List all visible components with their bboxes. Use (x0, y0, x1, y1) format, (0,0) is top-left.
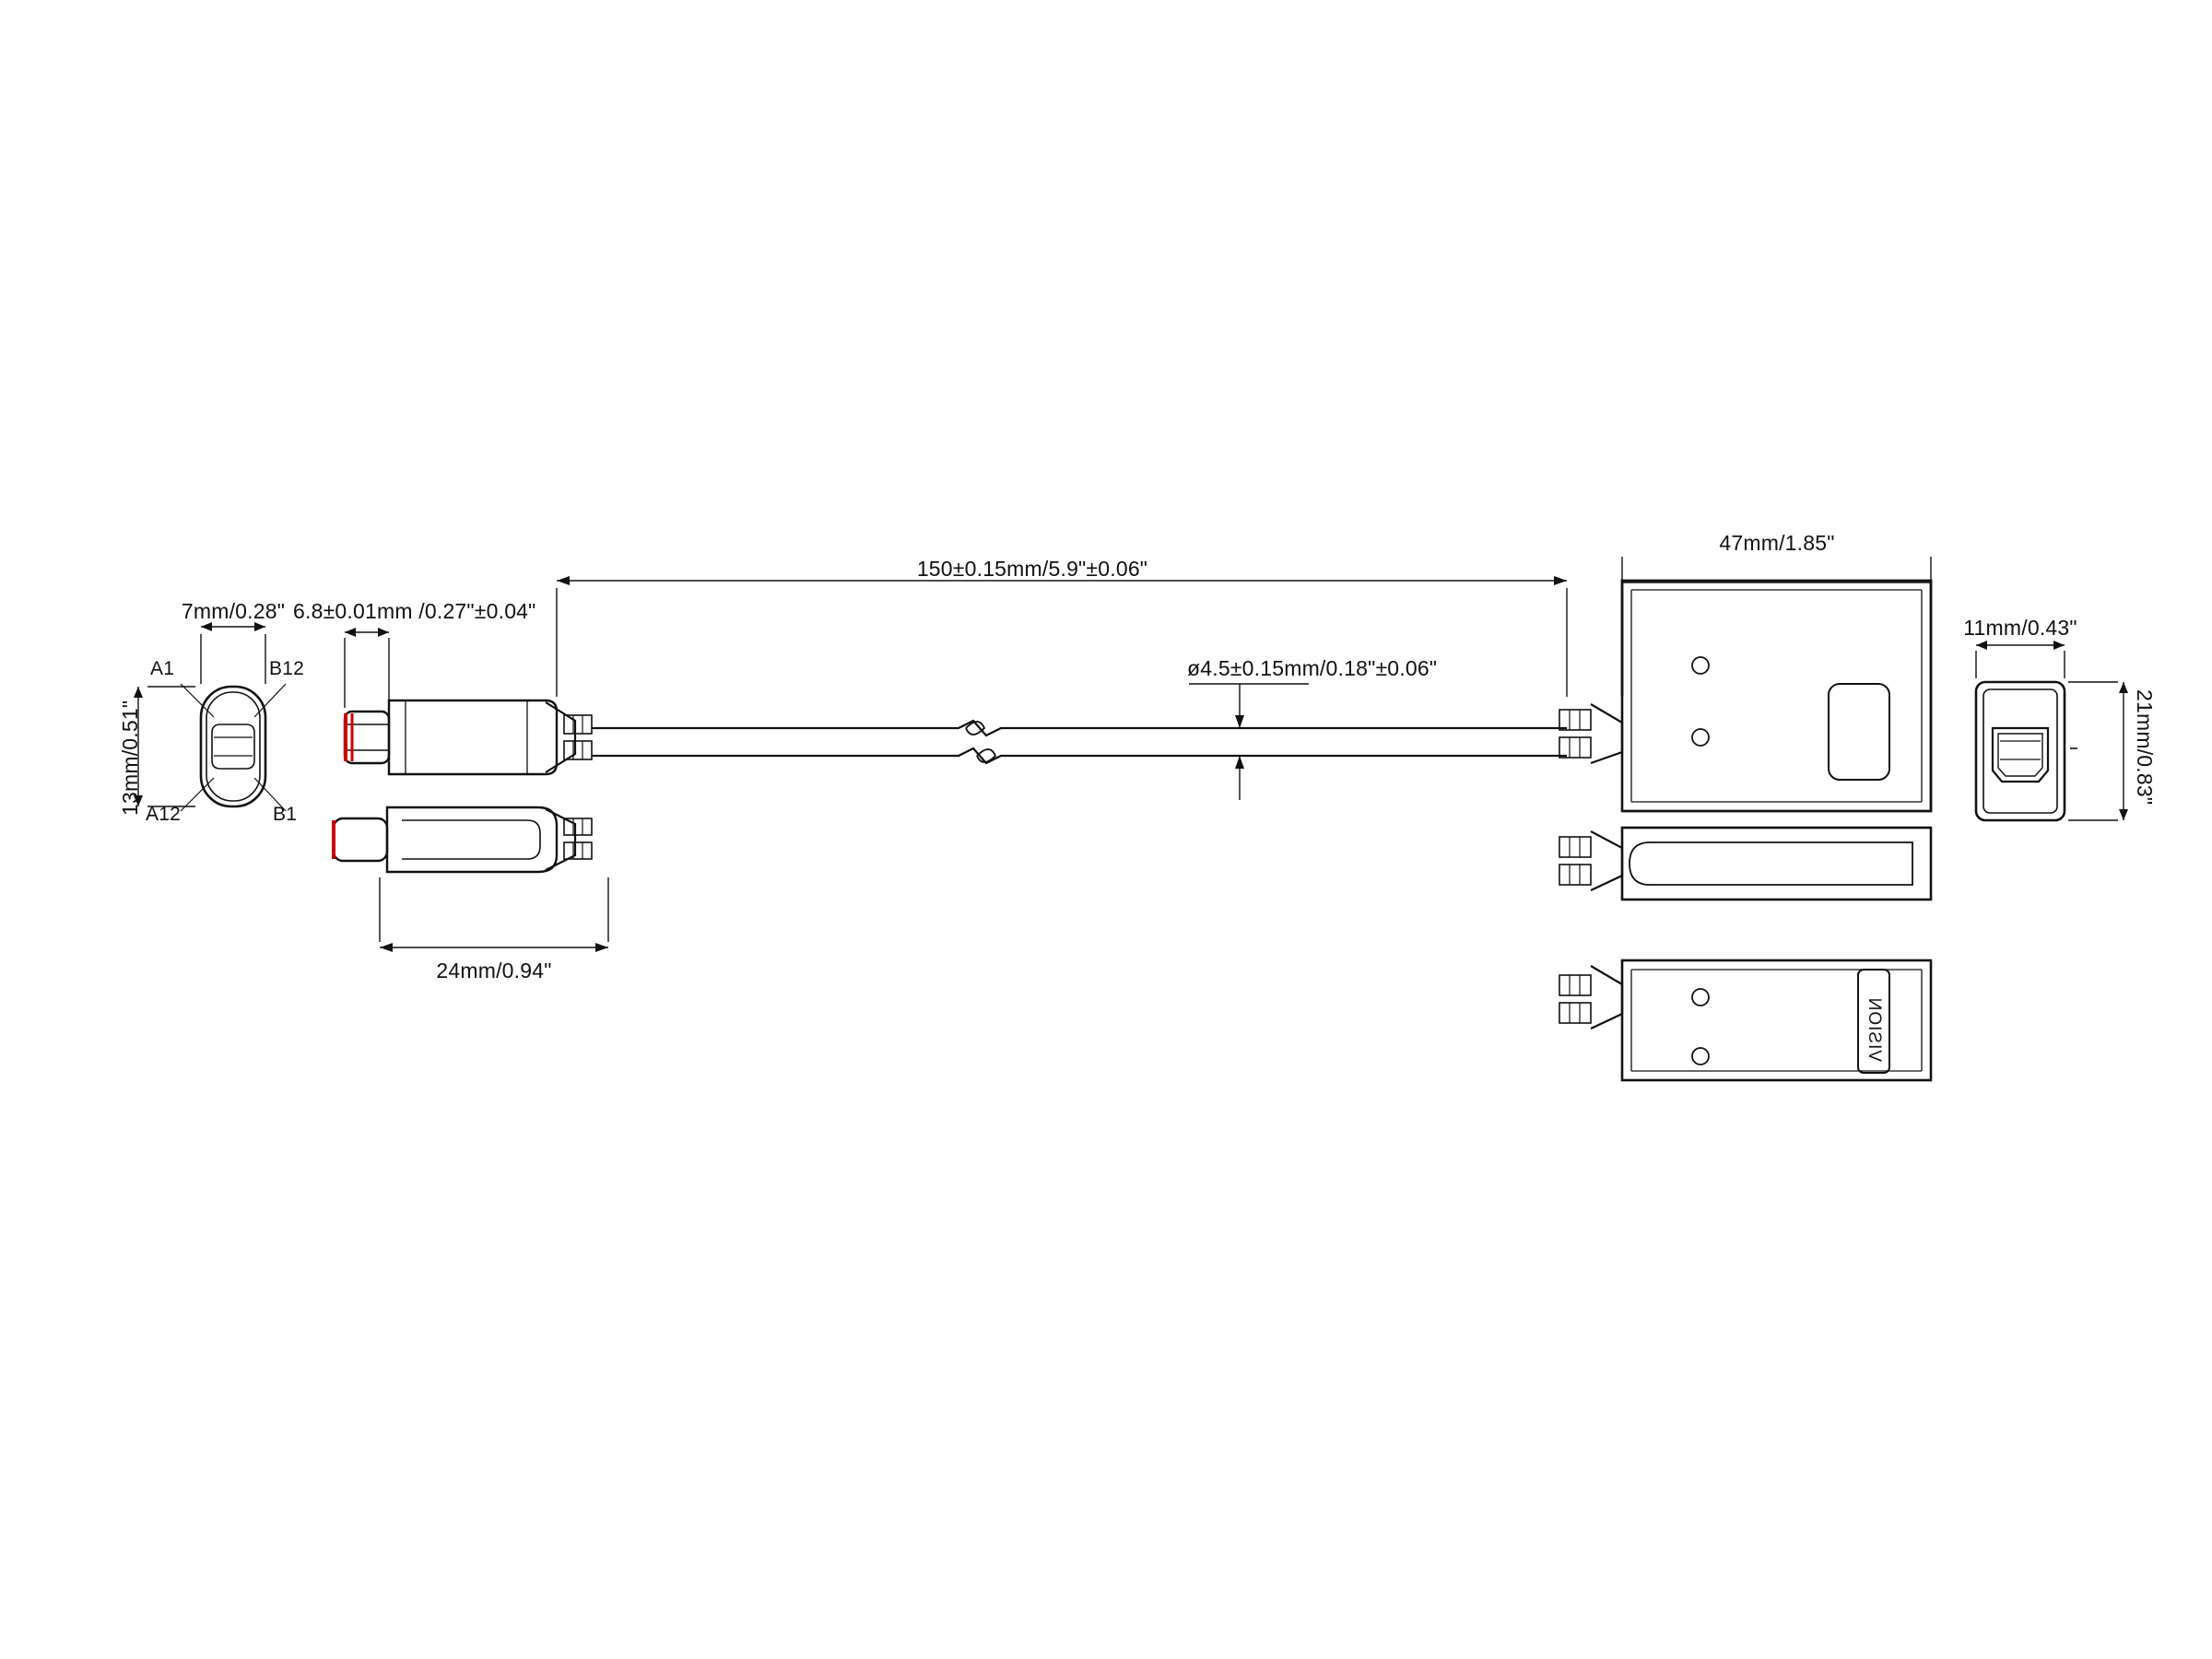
dim-usbc-width (201, 622, 265, 684)
label-usbc-width: 7mm/0.28" (181, 599, 286, 623)
dim-hdmi-port-height (2068, 682, 2128, 820)
usbc-end-view (181, 684, 286, 811)
label-usbc-height: 13mm/0.51" (118, 700, 142, 816)
brand-label-vision: VISION (1865, 996, 1884, 1062)
usbc-top-view (334, 807, 592, 872)
dim-cable-diameter (1189, 684, 1309, 800)
label-hdmi-body-length: 47mm/1.85" (1719, 531, 1835, 555)
label-pin-a12: A12 (146, 804, 181, 825)
label-usbc-body-length: 24mm/0.94" (436, 959, 552, 982)
hdmi-top-view (1559, 828, 1931, 900)
dim-usbc-tip (345, 628, 389, 708)
label-hdmi-port-width: 11mm/0.43" (1963, 616, 2077, 640)
label-usbc-tip-depth: 6.8±0.01mm /0.27"±0.04" (293, 599, 536, 623)
dim-hdmi-length (1622, 557, 1931, 590)
label-cable-diameter: ø4.5±0.15mm/0.18"±0.06" (1187, 656, 1438, 680)
dim-hdmi-port-width (1976, 641, 2065, 678)
label-pin-b1: B1 (273, 804, 298, 825)
label-hdmi-port-height: 21mm/0.83" (2133, 689, 2157, 806)
label-cable-length: 150±0.15mm/5.9"±0.06" (916, 557, 1148, 581)
label-pin-a1: A1 (150, 658, 175, 679)
hdmi-front-view (1976, 682, 2077, 820)
usbc-side-view (345, 700, 592, 774)
hdmi-side-view (1559, 581, 1931, 811)
label-pin-b12: B12 (269, 658, 304, 679)
cable (592, 721, 1567, 763)
dim-usbc-height (134, 687, 195, 806)
dim-usbc-body-length (380, 877, 608, 952)
